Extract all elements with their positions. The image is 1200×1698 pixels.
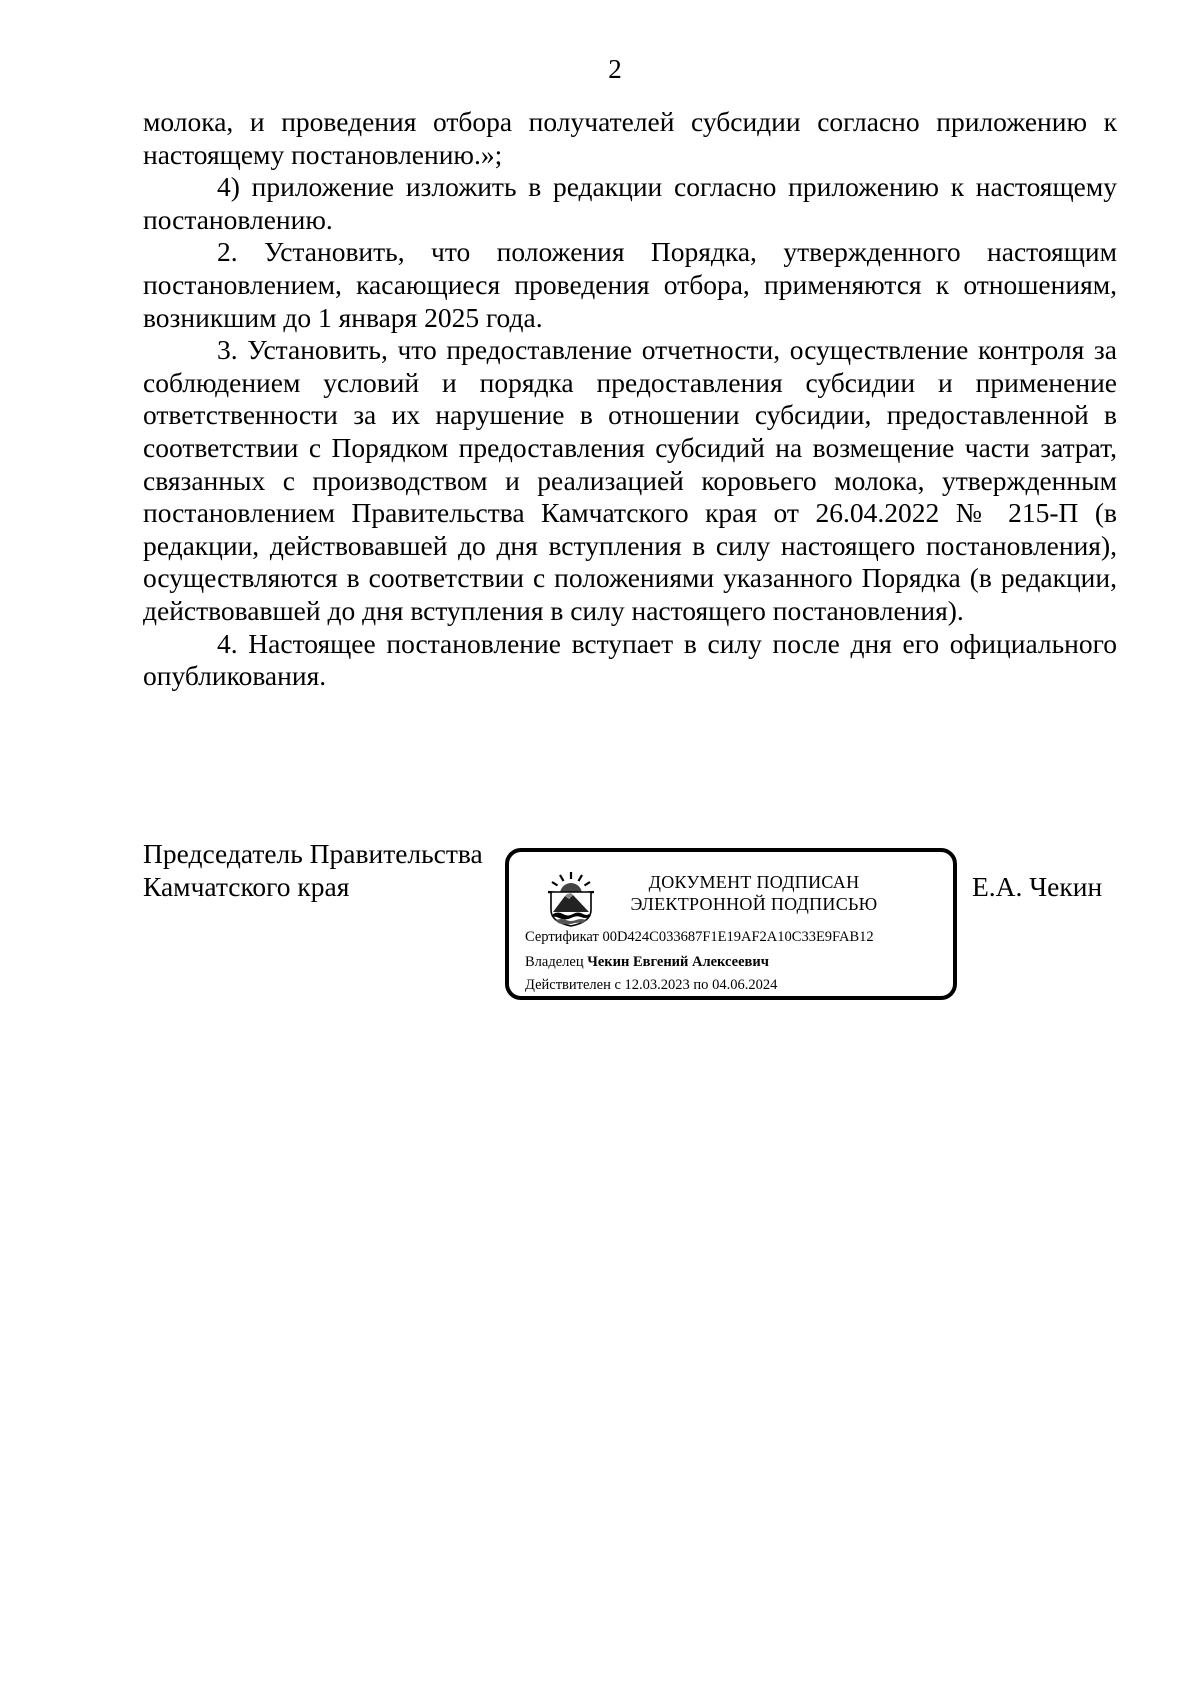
kamchatka-emblem-icon — [545, 870, 597, 928]
stamp-heading-line-2: ЭЛЕКТРОННОЙ ПОДПИСЬЮ — [630, 894, 878, 914]
document-body — [143, 106, 1117, 693]
stamp-owner — [525, 953, 769, 971]
page-number: 2 — [608, 54, 622, 84]
stamp-heading-line-1: ДОКУМЕНТ ПОДПИСАН — [648, 872, 860, 892]
valid-to-value: 04.06.2024 — [712, 977, 778, 993]
paragraph-item-4: 4) приложение изложить в редакции согласно приложению к настоящему постановлению. — [143, 171, 1117, 235]
signer-position — [143, 838, 483, 903]
paragraph-clause-2: 2. Установить, что положения Порядка, утвержденного настоящим постановлением, касающиеся проведения отбора, применяются к отношениям, возникшим до 1 января 2025 года. — [143, 236, 1117, 333]
signer-position-line-2: Камчатского края — [143, 870, 350, 902]
signer-name: Е.А. Чекин — [972, 871, 1103, 902]
owner-value: Чекин Евгений Алексеевич — [587, 954, 769, 970]
paragraph-clause-4: 4. Настоящее постановление вступает в силу после дня его официального опубликования. — [143, 627, 1117, 692]
certificate-value: 00D424C033687F1E19AF2A10C33E9FAB12 — [602, 929, 874, 945]
paragraph-continuation: молока, и проведения отбора получателей субсидии согласно приложению к настоящему постановлению.»; — [143, 106, 1117, 170]
stamp-certificate — [525, 928, 874, 946]
owner-label: Владелец — [525, 954, 584, 970]
electronic-signature-stamp — [505, 848, 957, 1000]
paragraph-clause-3: 3. Установить, что предоставление отчетности, осуществление контроля за соблюдением условий и порядка предоставления субсидии и применение ответственности за их нарушение в отношении субсидии, предоставленной в соответствии с Порядком предоставления субсидий на возмещение части затрат, связанных с производством и реализацией коровьего молока, утвержденным постановлением Правительства Камчатского края от 26.04.2022 № 215-П (в редакции, действовавшей до дня вступления в силу настоящего постановления), осуществляются в соответствии с положениями указанного Порядка (в редакции, действовавшей до дня вступления в силу настоящего постановления). — [143, 334, 1117, 626]
stamp-validity — [525, 976, 777, 994]
signer-position-line-1: Председатель Правительства — [143, 838, 483, 869]
valid-from-value: 12.03.2023 — [624, 977, 690, 993]
certificate-label: Сертификат — [525, 929, 599, 945]
stamp-heading — [609, 871, 899, 915]
valid-to-label: по — [693, 977, 709, 993]
valid-from-label: Действителен с — [525, 977, 621, 993]
